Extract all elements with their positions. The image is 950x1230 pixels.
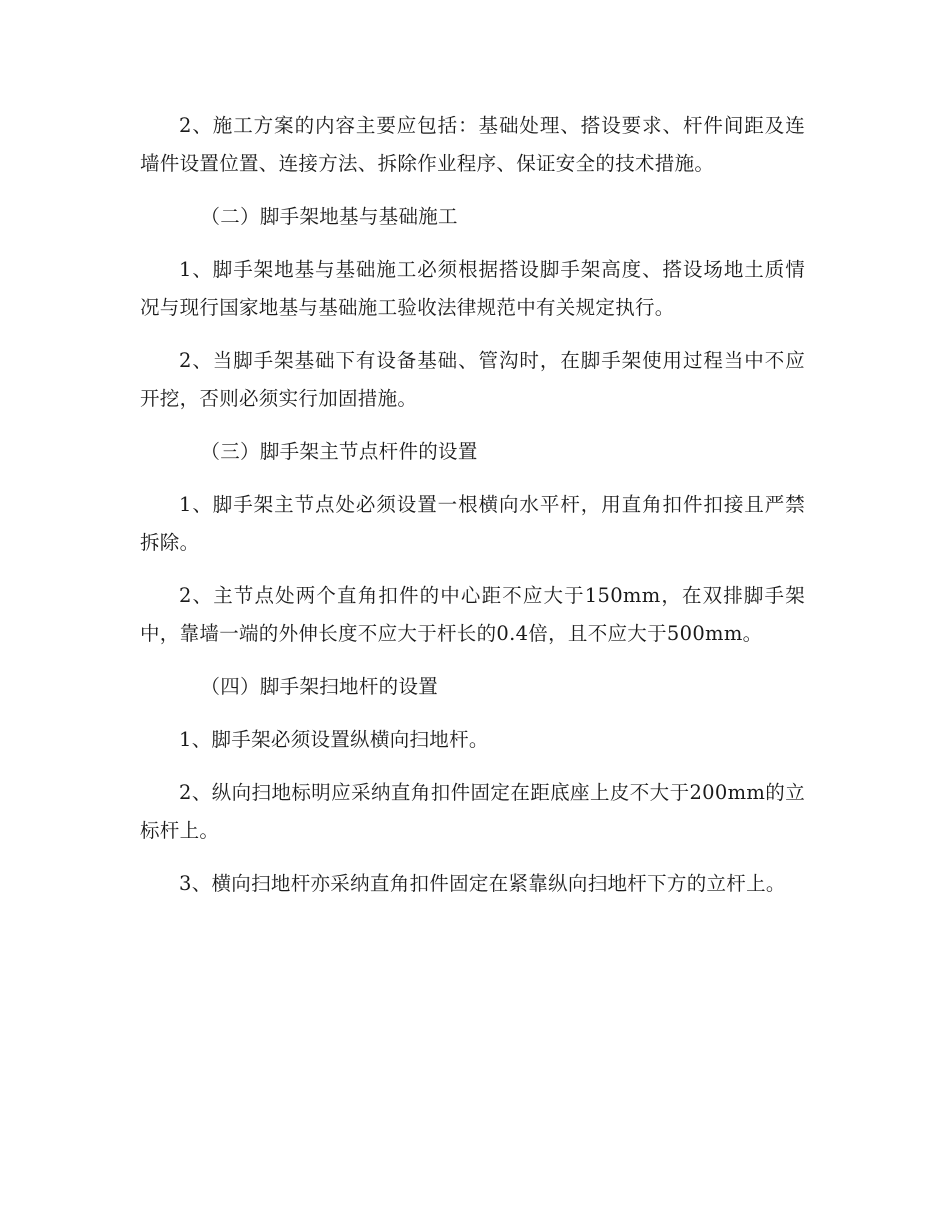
paragraph-longitudinal-sweep-bar: 2、纵向扫地标明应采纳直角扣件固定在距底座上皮不大于200mm的立标杆上。 — [140, 781, 805, 842]
paragraph-transverse-sweep-bar: 3、横向扫地杆亦采纳直角扣件固定在紧靠纵向扫地杆下方的立杆上。 — [179, 872, 786, 895]
paragraph-main-node-horizontal-bar: 1、脚手架主节点处必须设置一根横向水平杆，用直角扣件扣接且严禁拆除。 — [140, 493, 805, 554]
section-heading-foundation: （二）脚手架地基与基础施工 — [200, 205, 458, 228]
paragraph-main-node-spacing: 2、主节点处两个直角扣件的中心距不应大于150mm，在双排脚手架中，靠墙一端的外伸长度不应大于杆长的0.4倍，且不应大于500mm。 — [140, 584, 805, 645]
section-heading-main-node: （三）脚手架主节点杆件的设置 — [200, 440, 478, 463]
paragraph-construction-plan-content: 2、施工方案的内容主要应包括：基础处理、搭设要求、杆件间距及连墙件设置位置、连接方法、拆除作业程序、保证安全的技术措施。 — [140, 114, 805, 175]
document-body — [140, 107, 805, 918]
section-heading-sweep-bar: （四）脚手架扫地杆的设置 — [200, 675, 439, 698]
paragraph-sweep-bar-required: 1、脚手架必须设置纵横向扫地杆。 — [179, 728, 489, 751]
paragraph-foundation-requirements: 1、脚手架地基与基础施工必须根据搭设脚手架高度、搭设场地土质情况与现行国家地基与基础施工验收法律规范中有关规定执行。 — [140, 258, 805, 319]
paragraph-foundation-reinforcement: 2、当脚手架基础下有设备基础、管沟时，在脚手架使用过程当中不应开挖，否则必须实行加固措施。 — [140, 349, 805, 410]
